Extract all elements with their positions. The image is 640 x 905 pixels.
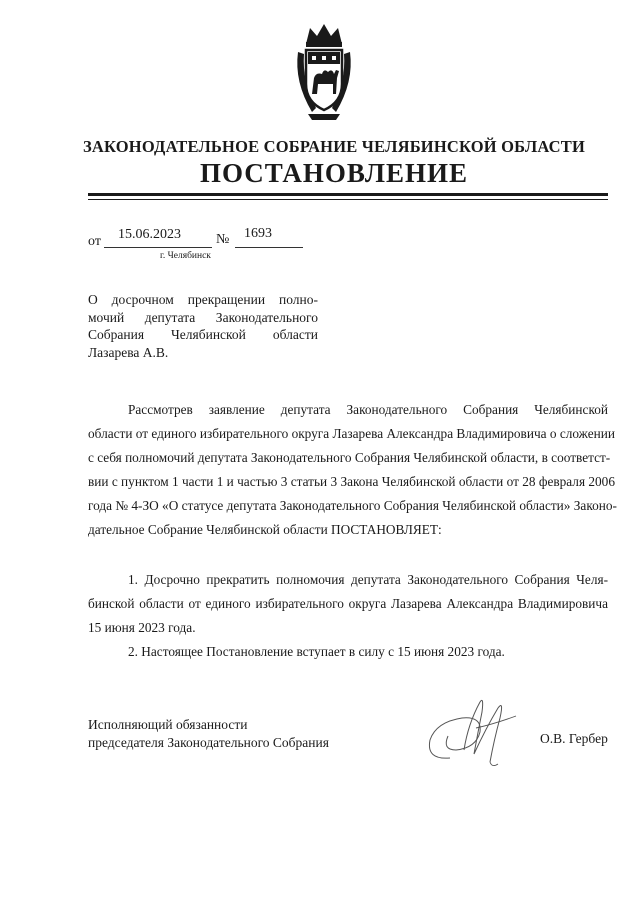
document-date: 15.06.2023 (118, 227, 181, 242)
number-prefix: № (216, 232, 230, 247)
preamble-paragraph (88, 398, 617, 542)
city-label: г. Челябинск (160, 251, 211, 261)
document-subject (88, 291, 318, 361)
signer-title (88, 716, 329, 752)
subject-line: О досрочном прекращении полно- (88, 292, 318, 307)
date-prefix: от (88, 234, 101, 249)
signer-name: О.В. Гербер (540, 731, 608, 746)
header-rule-thin (88, 199, 608, 200)
paragraph-line: года № 4-ЗО «О статусе депутата Законодательного Собрания Челябинской области» Законо- (88, 498, 617, 513)
paragraph-line: 15 июня 2023 года. (88, 620, 196, 635)
number-underline (235, 247, 303, 248)
paragraph-line: 2. Настоящее Постановление вступает в силу с 15 июня 2023 года. (128, 644, 505, 659)
paragraph-line: с себя полномочий депутата Законодательного Собрания Челябинской области, в соответст- (88, 450, 611, 465)
handwritten-signature (420, 688, 530, 772)
document-type-title: ПОСТАНОВЛЕНИЕ (199, 158, 469, 188)
header-rule-thick (88, 193, 608, 196)
organization-name: ЗАКОНОДАТЕЛЬНОЕ СОБРАНИЕ ЧЕЛЯБИНСКОЙ ОБЛАСТИ (82, 137, 586, 156)
subject-line: мочий депутата Законодательного (88, 309, 318, 325)
paragraph-line: 1. Досрочно прекратить полномочия депутата Законодательного Собрания Челя- (128, 572, 608, 587)
paragraph-line: области от единого избирательного округа Лазарева Александра Владимировича о сложении (88, 426, 615, 441)
subject-line: Лазарева А.В. (88, 344, 169, 360)
date-underline (104, 247, 212, 248)
paragraph-line: Рассмотрев заявление депутата Законодательного Собрания Челябинской (128, 402, 608, 417)
coat-of-arms-emblem (292, 22, 356, 122)
signer-title-line: Исполняющий обязанности (88, 717, 248, 732)
document-number: 1693 (244, 226, 272, 241)
signer-title-line: председателя Законодательного Собрания (88, 735, 329, 750)
paragraph-line: бинской области от единого избирательного округа Лазарева Александра Владимировича (88, 596, 608, 611)
resolution-item-1 (88, 568, 608, 640)
paragraph-line: дательное Собрание Челябинской области ПОСТАНОВЛЯЕТ: (88, 522, 442, 537)
resolution-item-2 (88, 640, 608, 664)
subject-line: Собрания Челябинской области (88, 327, 318, 342)
paragraph-line: вии с пунктом 1 части 1 и частью 3 статьи 3 Закона Челябинской области от 28 февраля 2006 (88, 474, 615, 489)
